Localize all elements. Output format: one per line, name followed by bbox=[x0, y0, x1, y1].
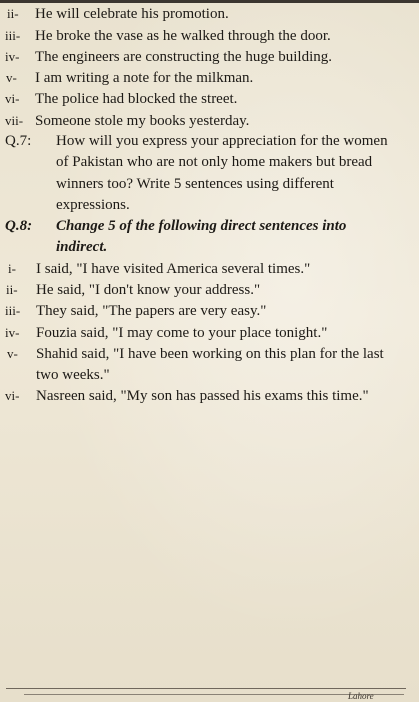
item-number: iii- bbox=[5, 28, 21, 43]
item-text: two weeks." bbox=[36, 367, 110, 383]
question-label: Q.7: bbox=[5, 133, 32, 149]
item-number: ii- bbox=[7, 6, 19, 21]
item-text: Fouzia said, "I may come to your place tonight." bbox=[36, 325, 328, 341]
item-text: The engineers are constructing the huge building. bbox=[35, 49, 332, 65]
item-text: I am writing a note for the milkman. bbox=[35, 70, 254, 86]
question-text: How will you express your appreciation for the women bbox=[56, 133, 388, 149]
top-rule bbox=[0, 0, 419, 3]
item-number: v- bbox=[6, 70, 17, 85]
item-number: v- bbox=[7, 346, 18, 361]
item-text: He broke the vase as he walked through the door. bbox=[35, 28, 331, 44]
question-label: Q.8: bbox=[5, 218, 33, 234]
item-text: Nasreen said, "My son has passed his exams this time." bbox=[36, 388, 369, 404]
item-number: i- bbox=[8, 261, 16, 276]
item-number: vii- bbox=[5, 113, 24, 128]
item-number: vi- bbox=[5, 91, 20, 106]
item-number: ii- bbox=[6, 282, 18, 297]
footer-mark: Lahore bbox=[348, 691, 374, 701]
item-text: The police had blocked the street. bbox=[35, 91, 238, 107]
question-text: Change 5 of the following direct sentences into bbox=[56, 218, 347, 234]
bottom-rule bbox=[6, 688, 406, 689]
question-text: expressions. bbox=[56, 197, 130, 213]
bottom-rule-secondary bbox=[24, 694, 404, 695]
item-number: iii- bbox=[5, 303, 21, 318]
item-text: They said, "The papers are very easy." bbox=[36, 303, 267, 319]
question-text: indirect. bbox=[56, 239, 108, 255]
item-text: I said, "I have visited America several times." bbox=[36, 261, 311, 277]
item-text: Shahid said, "I have been working on this plan for the last bbox=[36, 346, 384, 362]
question-text: of Pakistan who are not only home makers but bread bbox=[56, 154, 373, 170]
item-text: Someone stole my books yesterday. bbox=[35, 113, 250, 129]
item-text: He will celebrate his promotion. bbox=[35, 6, 229, 22]
item-number: iv- bbox=[5, 49, 20, 64]
question-text: winners too? Write 5 sentences using different bbox=[56, 176, 334, 192]
item-number: vi- bbox=[5, 388, 20, 403]
item-text: He said, "I don't know your address." bbox=[36, 282, 261, 298]
item-number: iv- bbox=[5, 325, 20, 340]
